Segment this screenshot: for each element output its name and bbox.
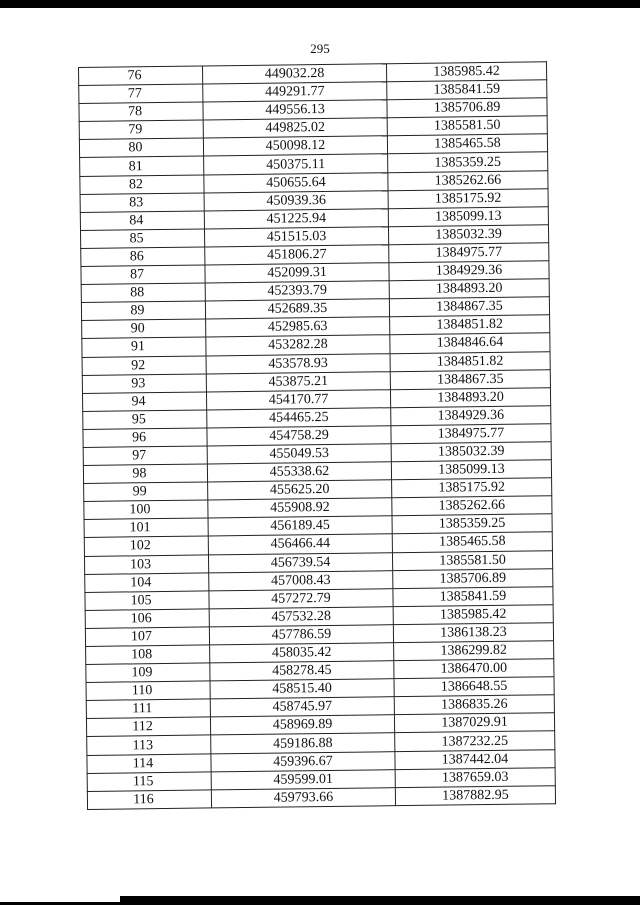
x-coordinate-cell: 457008.43 [209,570,393,590]
y-coordinate-cell: 1385032.39 [391,442,551,462]
y-coordinate-cell: 1385706.89 [393,568,553,588]
y-coordinate-cell: 1386648.55 [394,677,554,697]
point-number-cell: 85 [80,229,204,249]
point-number-cell: 111 [86,699,210,719]
y-coordinate-cell: 1385175.92 [392,478,552,498]
x-coordinate-cell: 455625.20 [208,480,392,500]
y-coordinate-cell: 1384867.35 [389,297,549,317]
x-coordinate-cell: 449291.77 [203,82,387,102]
x-coordinate-cell: 458035.42 [210,643,394,663]
y-coordinate-cell: 1384851.82 [390,315,550,335]
x-coordinate-cell: 456739.54 [208,552,392,572]
point-number-cell: 99 [84,482,208,502]
x-coordinate-cell: 455049.53 [207,444,391,464]
y-coordinate-cell: 1385359.25 [392,514,552,534]
y-coordinate-cell: 1384975.77 [389,243,549,263]
x-coordinate-cell: 450655.64 [204,172,388,192]
x-coordinate-cell: 457786.59 [209,625,393,645]
y-coordinate-cell: 1385465.58 [387,134,547,154]
y-coordinate-cell: 1386138.23 [393,623,553,643]
x-coordinate-cell: 451225.94 [204,208,388,228]
y-coordinate-cell: 1384929.36 [391,406,551,426]
y-coordinate-cell: 1385359.25 [388,152,548,172]
y-coordinate-cell: 1384851.82 [390,351,550,371]
y-coordinate-cell: 1385262.66 [392,496,552,516]
scan-border-bottom [120,896,640,905]
point-number-cell: 82 [80,175,204,195]
y-coordinate-cell: 1385099.13 [391,460,551,480]
x-coordinate-cell: 454170.77 [206,389,390,409]
point-number-cell: 83 [80,193,204,213]
point-number-cell: 113 [87,735,211,755]
point-number-cell: 115 [87,772,211,792]
x-coordinate-cell: 457272.79 [209,588,393,608]
y-coordinate-cell: 1384867.35 [390,369,550,389]
point-number-cell: 105 [85,591,209,611]
point-number-cell: 108 [86,645,210,665]
point-number-cell: 96 [83,428,207,448]
x-coordinate-cell: 458969.89 [210,715,394,735]
point-number-cell: 101 [84,518,208,538]
point-number-cell: 110 [86,681,210,701]
page-number: 295 [310,41,330,56]
point-number-cell: 94 [82,392,206,412]
point-number-cell: 90 [82,319,206,339]
point-number-cell: 112 [86,717,210,737]
y-coordinate-cell: 1385262.66 [388,170,548,190]
x-coordinate-cell: 456189.45 [208,516,392,536]
scan-border-top [0,0,640,8]
point-number-cell: 80 [79,138,203,158]
point-number-cell: 78 [79,102,203,122]
y-coordinate-cell: 1386470.00 [394,659,554,679]
coordinate-table-body [79,62,556,810]
point-number-cell: 114 [87,753,211,773]
x-coordinate-cell: 454465.25 [207,407,391,427]
x-coordinate-cell: 453282.28 [206,335,390,355]
point-number-cell: 76 [79,66,203,86]
y-coordinate-cell: 1385465.58 [392,532,552,552]
point-number-cell: 87 [81,265,205,285]
point-number-cell: 86 [81,247,205,267]
point-number-cell: 91 [82,337,206,357]
y-coordinate-cell: 1387659.03 [395,767,555,787]
point-number-cell: 109 [86,663,210,683]
point-number-cell: 89 [81,301,205,321]
point-number-cell: 92 [82,355,206,375]
x-coordinate-cell: 459396.67 [211,751,395,771]
x-coordinate-cell: 458278.45 [210,661,394,681]
point-number-cell: 103 [84,554,208,574]
y-coordinate-cell: 1384846.64 [390,333,550,353]
x-coordinate-cell: 449032.28 [202,64,386,84]
y-coordinate-cell: 1384929.36 [389,261,549,281]
point-number-cell: 88 [81,283,205,303]
x-coordinate-cell: 456466.44 [208,534,392,554]
y-coordinate-cell: 1385581.50 [387,116,547,136]
x-coordinate-cell: 455908.92 [208,498,392,518]
point-number-cell: 84 [80,211,204,231]
coordinate-table [78,61,556,810]
x-coordinate-cell: 455338.62 [207,462,391,482]
coordinate-table-wrapper [78,61,567,827]
x-coordinate-cell: 459793.66 [211,787,395,807]
point-number-cell: 106 [85,609,209,629]
y-coordinate-cell: 1385175.92 [388,188,548,208]
x-coordinate-cell: 458515.40 [210,679,394,699]
y-coordinate-cell: 1386835.26 [394,695,554,715]
x-coordinate-cell: 450375.11 [204,154,388,174]
y-coordinate-cell: 1385099.13 [388,207,548,227]
y-coordinate-cell: 1387442.04 [395,749,555,769]
x-coordinate-cell: 450939.36 [204,190,388,210]
y-coordinate-cell: 1384893.20 [390,387,550,407]
point-number-cell: 95 [83,410,207,430]
point-number-cell: 100 [84,500,208,520]
x-coordinate-cell: 452099.31 [205,263,389,283]
point-number-cell: 116 [87,790,211,810]
y-coordinate-cell: 1385581.50 [392,550,552,570]
y-coordinate-cell: 1384893.20 [389,279,549,299]
y-coordinate-cell: 1385706.89 [387,98,547,118]
y-coordinate-cell: 1387882.95 [395,785,555,805]
point-number-cell: 97 [83,446,207,466]
point-number-cell: 98 [83,464,207,484]
y-coordinate-cell: 1384975.77 [391,424,551,444]
x-coordinate-cell: 459186.88 [211,733,395,753]
point-number-cell: 79 [79,120,203,140]
y-coordinate-cell: 1385032.39 [388,225,548,245]
x-coordinate-cell: 454758.29 [207,426,391,446]
point-number-cell: 102 [84,536,208,556]
y-coordinate-cell: 1387029.91 [394,713,554,733]
point-number-cell: 93 [82,374,206,394]
x-coordinate-cell: 450098.12 [203,136,387,156]
x-coordinate-cell: 449825.02 [203,118,387,138]
y-coordinate-cell: 1385985.42 [386,62,546,82]
point-number-cell: 81 [80,156,204,176]
x-coordinate-cell: 458745.97 [210,697,394,717]
y-coordinate-cell: 1387232.25 [395,731,555,751]
x-coordinate-cell: 452689.35 [205,299,389,319]
point-number-cell: 104 [85,573,209,593]
point-number-cell: 77 [79,84,203,104]
y-coordinate-cell: 1386299.82 [394,641,554,661]
x-coordinate-cell: 453875.21 [206,371,390,391]
x-coordinate-cell: 459599.01 [211,769,395,789]
y-coordinate-cell: 1385841.59 [387,80,547,100]
point-number-cell: 107 [85,627,209,647]
x-coordinate-cell: 451515.03 [204,227,388,247]
x-coordinate-cell: 449556.13 [203,100,387,120]
x-coordinate-cell: 451806.27 [205,245,389,265]
y-coordinate-cell: 1385985.42 [393,605,553,625]
x-coordinate-cell: 452985.63 [206,317,390,337]
y-coordinate-cell: 1385841.59 [393,586,553,606]
x-coordinate-cell: 453578.93 [206,353,390,373]
x-coordinate-cell: 452393.79 [205,281,389,301]
x-coordinate-cell: 457532.28 [209,607,393,627]
